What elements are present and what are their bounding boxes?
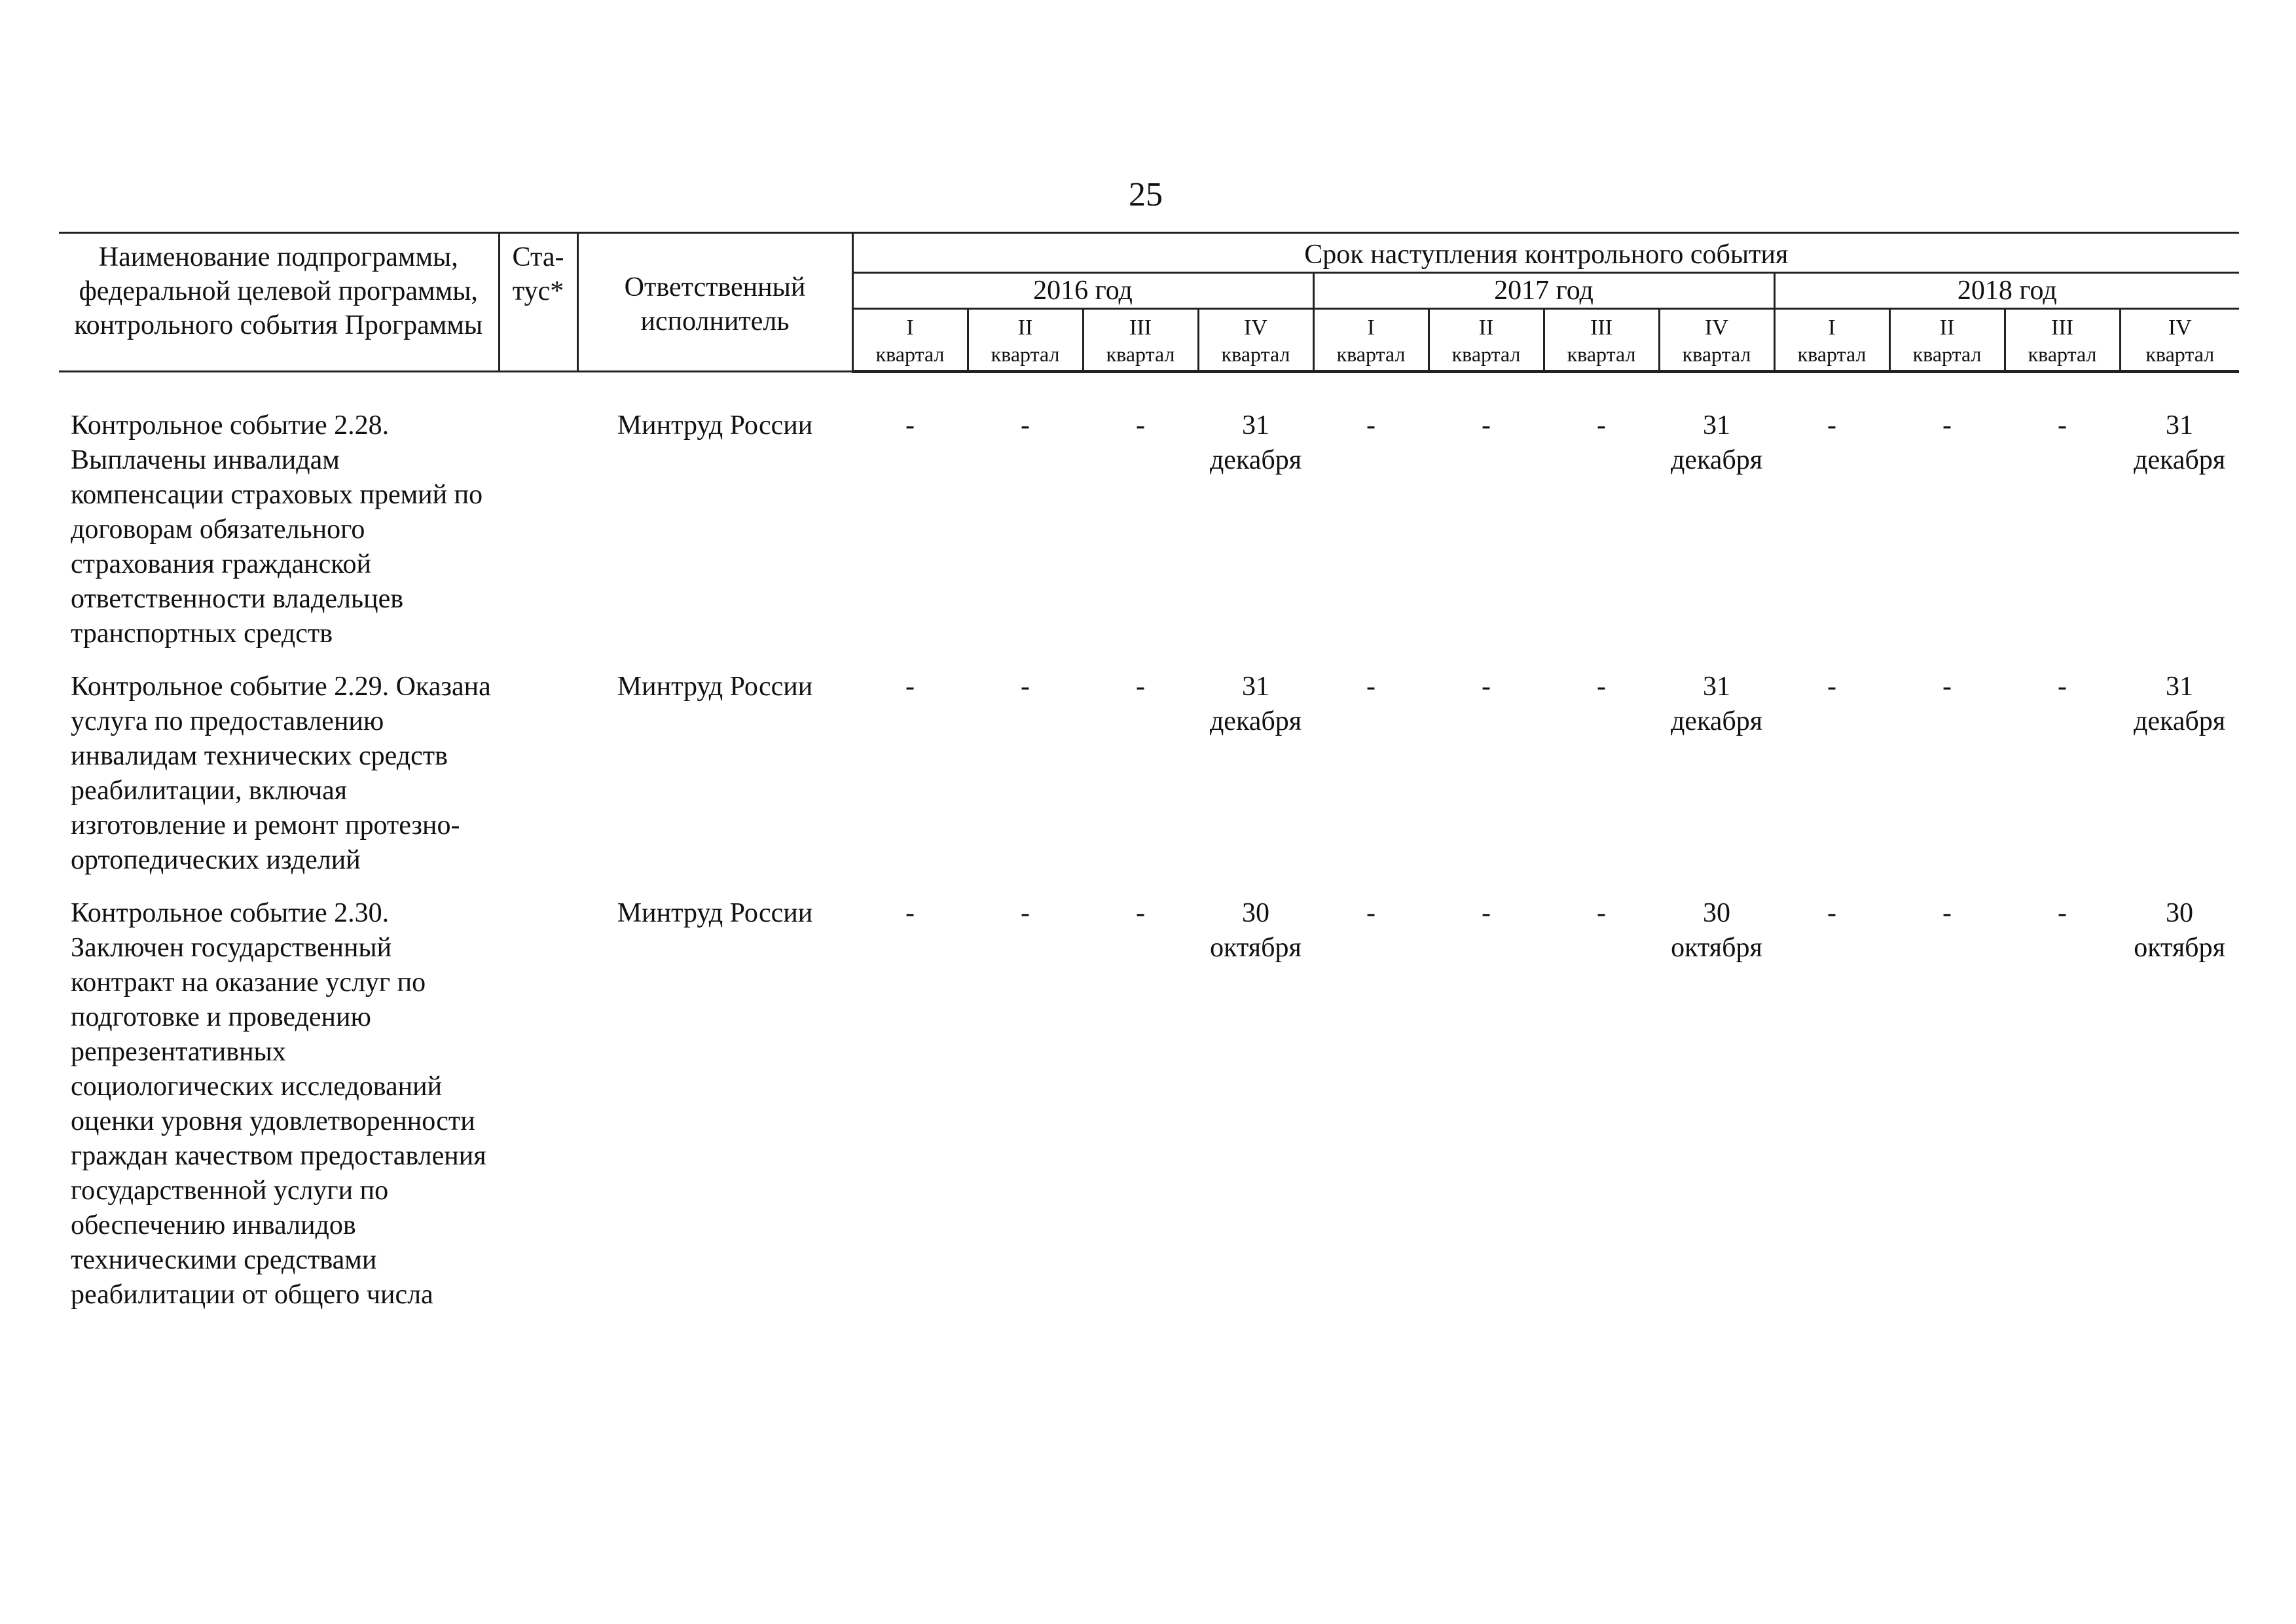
quarter-deadline-value: - bbox=[1366, 898, 1376, 928]
quarter-deadline-cell bbox=[1429, 670, 1544, 896]
quarter-deadline-value bbox=[2120, 896, 2239, 965]
header-quarter: I квартал bbox=[852, 309, 968, 372]
header-quarter: II квартал bbox=[968, 309, 1083, 372]
quarter-deadline-value: - bbox=[1827, 898, 1836, 928]
quarter-deadline-value: - bbox=[1942, 898, 1952, 928]
control-event-name: Контрольное событие 2.30. Заключен государственный контракт на оказание услуг по подготовке и проведению репрезентативных социологических исследований оценки уровня удовлетворенности граждан качеством предоставления государственной услуги по обеспечению инвалидов техническими средствами реабилитации от общего числа bbox=[71, 898, 486, 1310]
deadline-day: 31 bbox=[2166, 672, 2194, 702]
header-quarter: I квартал bbox=[1774, 309, 1889, 372]
quarter-deadline-cell bbox=[1889, 408, 2005, 670]
control-events-table bbox=[59, 232, 2239, 1331]
quarter-deadline-value: - bbox=[1482, 410, 1491, 441]
quarter-deadline-value: - bbox=[1136, 672, 1145, 702]
quarter-deadline-value: - bbox=[1597, 672, 1606, 702]
deadline-day: 31 bbox=[1703, 410, 1730, 441]
quarter-deadline-value: - bbox=[1021, 672, 1030, 702]
quarter-deadline-value: - bbox=[1942, 410, 1952, 441]
quarter-deadline-cell bbox=[2005, 670, 2120, 896]
table-row bbox=[59, 670, 2239, 896]
quarter-deadline-cell bbox=[852, 670, 968, 896]
quarter-deadline-cell bbox=[1313, 896, 1429, 1331]
deadline-day: 30 bbox=[1703, 898, 1730, 928]
header-quarter: III квартал bbox=[1544, 309, 1659, 372]
header-quarter: III квартал bbox=[1083, 309, 1198, 372]
control-event-status bbox=[499, 670, 577, 896]
header-name-column: Наименование подпрограммы, федеральной целевой программы, контрольного события Программы bbox=[59, 233, 499, 372]
table-header bbox=[59, 233, 2239, 372]
deadline-month: декабря bbox=[2133, 445, 2226, 475]
quarter-deadline-value bbox=[1198, 670, 1313, 739]
deadline-day: 31 bbox=[1703, 672, 1730, 702]
quarter-deadline-value: - bbox=[1136, 898, 1145, 928]
quarter-deadline-cell bbox=[1083, 408, 1198, 670]
quarter-deadline-cell bbox=[1198, 408, 1313, 670]
quarter-deadline-value: - bbox=[1482, 898, 1491, 928]
quarter-deadline-cell bbox=[2005, 408, 2120, 670]
quarter-deadline-cell bbox=[1313, 670, 1429, 896]
quarter-deadline-value: - bbox=[2058, 410, 2067, 441]
deadline-month: декабря bbox=[1670, 706, 1763, 736]
quarter-deadline-cell bbox=[968, 408, 1083, 670]
page-number: 25 bbox=[1129, 176, 1163, 213]
header-quarter: II квартал bbox=[1429, 309, 1544, 372]
quarter-deadline-value bbox=[2120, 670, 2239, 739]
deadline-month: декабря bbox=[1209, 445, 1302, 475]
quarter-deadline-value: - bbox=[1366, 410, 1376, 441]
quarter-deadline-cell bbox=[1774, 670, 1889, 896]
quarter-deadline-cell bbox=[1544, 896, 1659, 1331]
control-event-status bbox=[499, 408, 577, 670]
quarter-deadline-cell bbox=[1659, 670, 1774, 896]
header-status-column: Ста-тус* bbox=[499, 233, 577, 372]
deadline-day: 31 bbox=[2166, 410, 2194, 441]
quarter-deadline-cell bbox=[1544, 408, 1659, 670]
quarter-deadline-value: - bbox=[1021, 898, 1030, 928]
quarter-deadline-cell bbox=[1429, 896, 1544, 1331]
quarter-deadline-value bbox=[1659, 670, 1774, 739]
quarter-deadline-cell bbox=[1889, 670, 2005, 896]
deadline-month: октября bbox=[1210, 933, 1302, 963]
deadline-month: октября bbox=[2134, 933, 2225, 963]
quarter-deadline-value: - bbox=[1827, 672, 1836, 702]
quarter-deadline-value: - bbox=[2058, 672, 2067, 702]
quarter-deadline-value: - bbox=[1597, 898, 1606, 928]
quarter-deadline-cell bbox=[1889, 896, 2005, 1331]
header-quarter: II квартал bbox=[1889, 309, 2005, 372]
header-deadline-group: Срок наступления контрольного события bbox=[852, 233, 2239, 273]
quarter-deadline-cell bbox=[2120, 408, 2239, 670]
quarter-deadline-value bbox=[2120, 408, 2239, 478]
header-quarter: III квартал bbox=[2005, 309, 2120, 372]
quarter-deadline-value bbox=[1198, 896, 1313, 965]
header-year-2016: 2016 год bbox=[852, 273, 1313, 309]
header-executor-column: Ответственный исполнитель bbox=[577, 233, 852, 372]
header-quarter: IV квартал bbox=[1659, 309, 1774, 372]
quarter-deadline-value bbox=[1198, 408, 1313, 478]
header-quarter: I квартал bbox=[1313, 309, 1429, 372]
quarter-deadline-value: - bbox=[905, 898, 915, 928]
quarter-deadline-cell bbox=[2005, 896, 2120, 1331]
header-year-2018: 2018 год bbox=[1774, 273, 2239, 309]
quarter-deadline-cell bbox=[1774, 896, 1889, 1331]
control-event-executor: Минтруд России bbox=[617, 898, 813, 928]
deadline-day: 31 bbox=[1242, 672, 1269, 702]
table-body bbox=[59, 372, 2239, 1331]
deadline-month: октября bbox=[1671, 933, 1762, 963]
quarter-deadline-cell bbox=[1774, 408, 1889, 670]
quarter-deadline-cell bbox=[2120, 670, 2239, 896]
table-row bbox=[59, 408, 2239, 670]
quarter-deadline-value: - bbox=[1136, 410, 1145, 441]
control-event-name: Контрольное событие 2.29. Оказана услуга по предоставлению инвалидам технических средств реабилитации, включая изготовление и ремонт протезно-ортопедических изделий bbox=[71, 672, 491, 875]
quarter-deadline-cell bbox=[1198, 670, 1313, 896]
quarter-deadline-value: - bbox=[2058, 898, 2067, 928]
deadline-day: 31 bbox=[1242, 410, 1269, 441]
deadline-month: декабря bbox=[2133, 706, 2226, 736]
quarter-deadline-value: - bbox=[1366, 672, 1376, 702]
control-event-status bbox=[499, 896, 577, 1331]
quarter-deadline-value: - bbox=[1942, 672, 1952, 702]
control-event-executor: Минтруд России bbox=[617, 672, 813, 702]
deadline-month: декабря bbox=[1209, 706, 1302, 736]
quarter-deadline-cell bbox=[1659, 408, 1774, 670]
quarter-deadline-value: - bbox=[905, 410, 915, 441]
quarter-deadline-value: - bbox=[1827, 410, 1836, 441]
quarter-deadline-cell bbox=[1659, 896, 1774, 1331]
header-quarter: IV квартал bbox=[1198, 309, 1313, 372]
quarter-deadline-value: - bbox=[905, 672, 915, 702]
quarter-deadline-cell bbox=[852, 896, 968, 1331]
deadline-month: декабря bbox=[1670, 445, 1763, 475]
control-event-name: Контрольное событие 2.28. Выплачены инвалидам компенсации страховых премий по договорам обязательного страхования гражданской ответственности владельцев транспортных средств bbox=[71, 410, 483, 649]
table-row bbox=[59, 896, 2239, 1331]
quarter-deadline-value: - bbox=[1482, 672, 1491, 702]
quarter-deadline-cell bbox=[1198, 896, 1313, 1331]
quarter-deadline-cell bbox=[1083, 896, 1198, 1331]
quarter-deadline-value bbox=[1659, 896, 1774, 965]
quarter-deadline-cell bbox=[1544, 670, 1659, 896]
quarter-deadline-value: - bbox=[1021, 410, 1030, 441]
control-event-executor: Минтруд России bbox=[617, 410, 813, 441]
deadline-day: 30 bbox=[1242, 898, 1269, 928]
header-quarter: IV квартал bbox=[2120, 309, 2239, 372]
quarter-deadline-cell bbox=[2120, 896, 2239, 1331]
quarter-deadline-cell bbox=[968, 670, 1083, 896]
quarter-deadline-cell bbox=[1429, 408, 1544, 670]
deadline-day: 30 bbox=[2166, 898, 2194, 928]
quarter-deadline-value: - bbox=[1597, 410, 1606, 441]
quarter-deadline-cell bbox=[1313, 408, 1429, 670]
header-year-2017: 2017 год bbox=[1313, 273, 1774, 309]
quarter-deadline-cell bbox=[968, 896, 1083, 1331]
quarter-deadline-cell bbox=[1083, 670, 1198, 896]
quarter-deadline-value bbox=[1659, 408, 1774, 478]
quarter-deadline-cell bbox=[852, 408, 968, 670]
